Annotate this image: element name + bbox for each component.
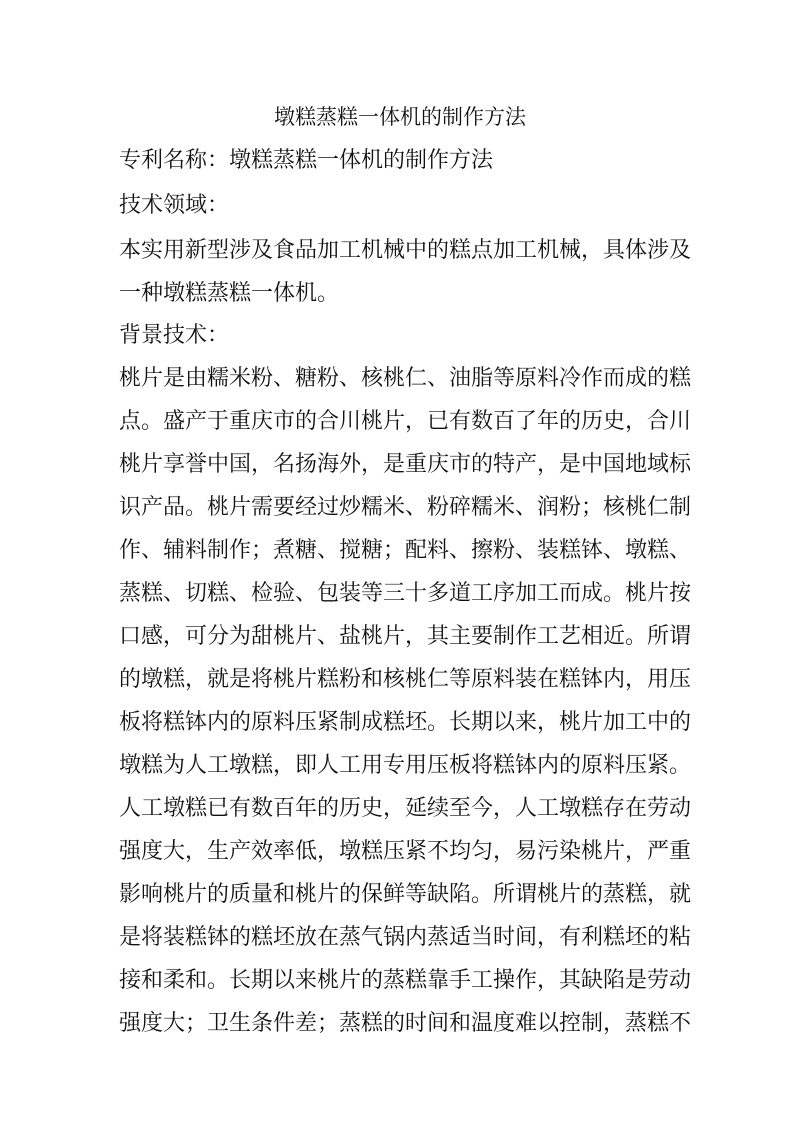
- paragraph-line: 蒸糕、切糕、检验、包装等三十多道工序加工而成。桃片按: [119, 581, 692, 606]
- paragraph-line: 墩糕为人工墩糕，即人工用专用压板将糕钵内的原料压紧。: [119, 753, 692, 778]
- paragraph-line: 点。盛产于重庆市的合川桃片，已有数百了年的历史，合川: [119, 409, 692, 434]
- document-title: 墩糕蒸糕一体机的制作方法: [274, 105, 526, 129]
- patent-name-line: 专利名称：墩糕蒸糕一体机的制作方法: [119, 148, 494, 173]
- paragraph-line: 影响桃片的质量和桃片的保鲜等缺陷。所谓桃片的蒸糕，就: [119, 882, 692, 907]
- paragraph-line: 是将装糕钵的糕坯放在蒸气锅内蒸适当时间，有利糕坯的粘: [119, 925, 692, 950]
- paragraph-line: 接和柔和。长期以来桃片的蒸糕靠手工操作，其缺陷是劳动: [119, 968, 692, 993]
- paragraph-line: 强度大；卫生条件差；蒸糕的时间和温度难以控制，蒸糕不: [119, 1011, 692, 1036]
- section-heading-background: 背景技术：: [119, 323, 230, 348]
- paragraph-line: 强度大，生产效率低，墩糕压紧不均匀，易污染桃片，严重: [119, 839, 692, 864]
- paragraph-line: 口感，可分为甜桃片、盐桃片，其主要制作工艺相近。所谓: [119, 624, 692, 649]
- paragraph-line: 作、辅料制作；煮糖、搅糖；配料、擦粉、装糕钵、墩糕、: [119, 538, 692, 563]
- paragraph-line: 人工墩糕已有数百年的历史，延续至今，人工墩糕存在劳动: [119, 796, 692, 821]
- paragraph-line: 桃片是由糯米粉、糖粉、核桃仁、油脂等原料冷作而成的糕: [119, 366, 692, 391]
- paragraph-line: 识产品。桃片需要经过炒糯米、粉碎糯米、润粉；核桃仁制: [119, 495, 692, 520]
- paragraph-line: 本实用新型涉及食品加工机械中的糕点加工机械，具体涉及: [119, 238, 692, 263]
- section-heading-technical-field: 技术领域：: [119, 193, 230, 218]
- paragraph-line: 的墩糕，就是将桃片糕粉和核桃仁等原料装在糕钵内，用压: [119, 667, 692, 692]
- paragraph-line: 桃片享誉中国，名扬海外，是重庆市的特产，是中国地域标: [119, 452, 692, 477]
- paragraph-line: 一种墩糕蒸糕一体机。: [119, 281, 340, 306]
- paragraph-line: 板将糕钵内的原料压紧制成糕坯。长期以来，桃片加工中的: [119, 710, 692, 735]
